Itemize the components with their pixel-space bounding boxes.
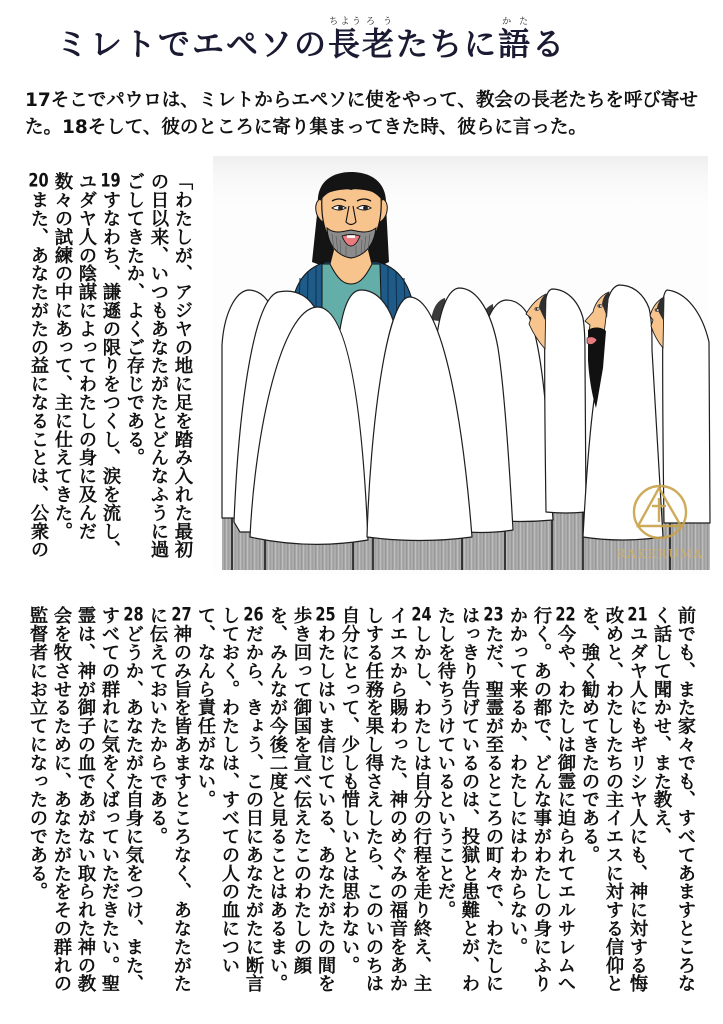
text-column — [265, 606, 289, 1011]
column-text: すべての群れに気をくばっていただきたい。聖 — [99, 606, 120, 993]
text-column — [146, 172, 170, 572]
paper-top-band — [213, 156, 708, 216]
elders-group — [222, 285, 710, 544]
text-column — [193, 606, 217, 1011]
text-column — [529, 606, 553, 1011]
title-text: ミレトでエペソの — [56, 25, 329, 63]
text-column — [601, 606, 625, 1011]
text-column — [26, 172, 50, 572]
title-kanji: 長 — [328, 25, 363, 63]
verse-number: 27 — [171, 606, 192, 625]
paul-iris-right — [363, 206, 368, 211]
title-kanji-with-ruby — [328, 17, 363, 63]
column-text: 自分にとって、少しも惜しいとは思わない。 — [339, 606, 360, 974]
verse-number: 25 — [315, 606, 336, 625]
text-column — [49, 606, 73, 1011]
text-column — [313, 606, 337, 1011]
verse-number: 19 — [100, 172, 121, 191]
column-text: を、強く勧めてきたのである。 — [579, 606, 600, 864]
title-kanji-with-ruby — [498, 17, 533, 63]
text-column — [409, 606, 433, 1011]
column-text: ごしてきたか、よくご存じである。 — [124, 172, 145, 467]
text-column — [241, 606, 265, 1011]
column-text: 改めと、わたしたちの主イエスに対する信仰と — [603, 606, 624, 993]
text-column — [337, 606, 361, 1011]
column-text: イエスから賜わった、神のめぐみの福音をあか — [387, 606, 408, 993]
column-text: たしを待ちうけているということだ。 — [435, 606, 456, 919]
text-column — [553, 606, 577, 1011]
verse-number: 28 — [123, 606, 144, 625]
column-text: 監督者にお立てになったのである。 — [27, 606, 48, 901]
verse-number: 26 — [243, 606, 264, 625]
text-column — [289, 606, 313, 1011]
verse-number: 20 — [28, 172, 49, 191]
text-column — [673, 606, 697, 1011]
column-text: 前でも、また家々でも、すべてあますところな — [675, 606, 696, 993]
text-column — [625, 606, 649, 1011]
verse-number: 23 — [483, 606, 504, 625]
text-column — [170, 172, 194, 572]
text-column — [433, 606, 457, 1011]
column-text: かかって来るか、わたしにはわからない。 — [507, 606, 528, 956]
text-column — [217, 606, 241, 1011]
text-column — [169, 606, 193, 1011]
text-column — [121, 606, 145, 1011]
column-text: しかし、わたしは自分の行程を走り終え、主 — [411, 624, 432, 993]
furigana: ちよう — [328, 17, 363, 27]
text-column — [145, 606, 169, 1011]
column-text: 「わたしが、アジヤの地に足を踏み入れた最初 — [172, 172, 193, 559]
title-text: たちに — [396, 25, 499, 63]
verse-number: 22 — [555, 606, 576, 625]
text-column — [361, 606, 385, 1011]
column-text: 数々の試練の中にあって、主に仕えてきた。 — [52, 172, 73, 540]
elder-hood — [545, 289, 586, 513]
column-text: どうか、あなたがた自身に気をつけ、また、 — [123, 624, 144, 993]
elder-iris — [656, 309, 658, 311]
text-column — [385, 606, 409, 1011]
main-text-block — [25, 606, 697, 1011]
text-column — [481, 606, 505, 1011]
title-kanji: 語 — [498, 25, 533, 63]
text-column — [74, 172, 98, 572]
logo-text: RAKERUMA — [616, 546, 704, 561]
text-column — [98, 172, 122, 572]
column-text: すなわち、謙遜の限りをつくし、涙を流し、 — [100, 190, 121, 559]
column-text: 行く。あの都で、どんな事がわたしの身にふり — [531, 606, 552, 993]
intro-line: た。18そして、彼のところに寄り集まってきた時、彼らに言った。 — [25, 117, 587, 138]
column-text: ユダヤ人にもギリシヤ人にも、神に対する悔 — [627, 624, 648, 993]
furigana: かた — [498, 17, 533, 27]
column-text: また、あなたがたの益になることは、公衆の — [28, 190, 49, 559]
furigana: ろう — [362, 17, 397, 27]
text-column — [577, 606, 601, 1011]
column-text: はっきり告げているのは、投獄と患難とが、わ — [459, 606, 480, 993]
text-column — [122, 172, 146, 572]
page-title — [56, 17, 567, 63]
column-text: に伝えておいたからである。 — [147, 606, 168, 846]
column-text: ユダヤ人の陰謀によってわたしの身に及んだ — [76, 172, 97, 540]
text-column — [73, 606, 97, 1011]
title-kanji-with-ruby — [362, 17, 397, 63]
text-column — [649, 606, 673, 1011]
column-text: しておく。わたしは、すべての人の血につい — [219, 606, 240, 974]
intro-paragraph — [25, 87, 698, 141]
column-text: く話して聞かせ、また教え、 — [651, 606, 672, 846]
elder-iris — [536, 308, 538, 310]
elder-iris — [599, 305, 601, 307]
column-text: の日以来、いつもあなたがたとどんなふうに過 — [148, 172, 169, 559]
column-text: て、なんら責任がない。 — [195, 606, 216, 809]
column-text: ただ、聖霊が至るところの町々で、わたしに — [483, 624, 504, 993]
verse-number: 21 — [627, 606, 648, 625]
column-text: 今や、わたしは御霊に迫られてエルサレムへ — [555, 624, 576, 993]
intro-line: 17そこでパウロは、ミレトからエペソに使をやって、教会の長老たちを呼び寄せ — [25, 90, 698, 111]
column-text: を、みんなが今後二度と見ることはあるまい。 — [267, 606, 288, 993]
paul-teeth — [347, 235, 355, 238]
text-column — [97, 606, 121, 1011]
title-kanji: 老 — [362, 25, 397, 63]
text-column — [505, 606, 529, 1011]
text-column — [50, 172, 74, 572]
column-text: 会を牧させるために、あなたがたをその群れの — [51, 606, 72, 993]
column-text: 歩き回って御国を宣べ伝えたこのわたしの顔 — [291, 606, 312, 974]
column-text: だから、きょう、この日にあなたがたに断言 — [243, 624, 264, 993]
text-column — [457, 606, 481, 1011]
column-text: しする任務を果し得さえしたら、このいのちは — [363, 606, 384, 993]
side-text-block — [26, 172, 194, 572]
title-text: る — [532, 25, 567, 63]
paul-iris-left — [338, 206, 343, 211]
verse-number: 24 — [411, 606, 432, 625]
illustration-paul-and-elders — [205, 150, 715, 580]
column-text: 神のみ旨を皆あますところなく、あなたがた — [171, 624, 192, 993]
column-text: 霊は、神が御子の血であがない取られた神の教 — [75, 606, 96, 993]
column-text: わたしはいま信じている、あなたがたの間を — [315, 624, 336, 993]
text-column — [25, 606, 49, 1011]
